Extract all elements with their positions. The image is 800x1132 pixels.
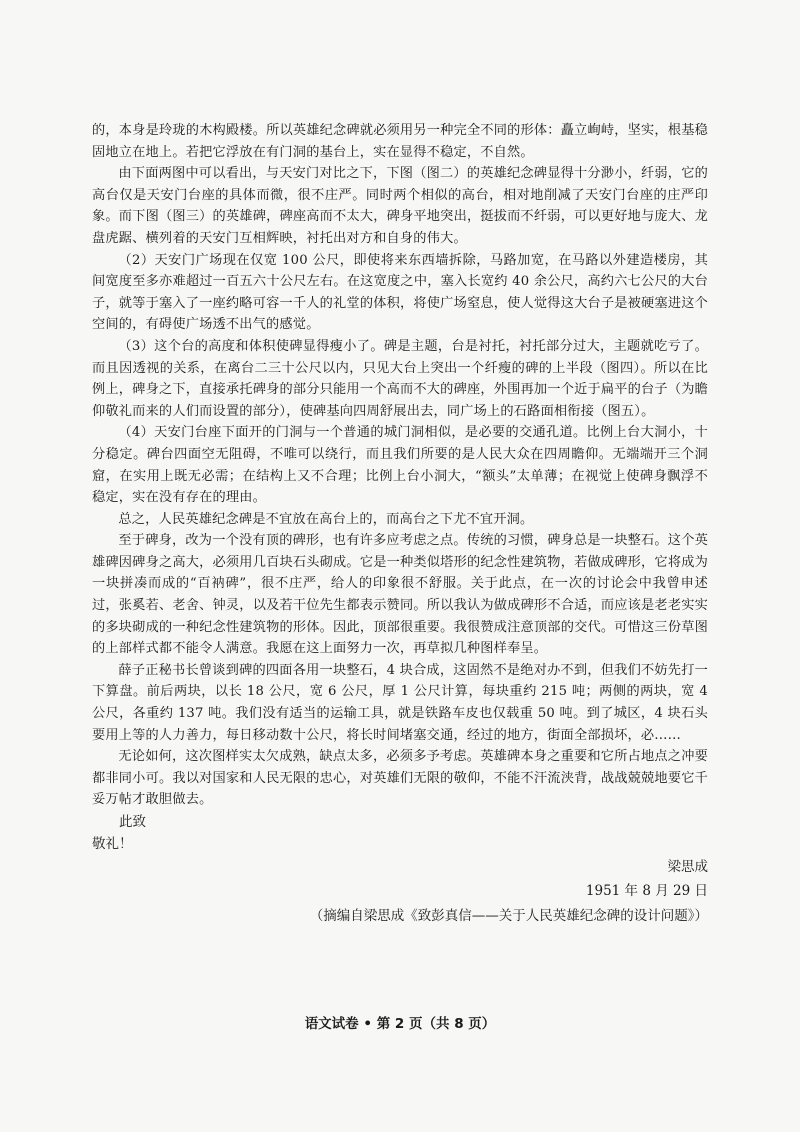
paragraph-point-4: （4）天安门台座下面开的门洞与一个普通的城门洞相似，是必要的交通孔道。比例上台大洞小，十分稳定。碑台四面空无阻碍，不唯可以绕行，而且我们所要的是人民大众在四周瞻仰。无端端开三个洞窟，在实用上既无必需；在结构上又不合理；比例上台小洞大，“额头”太单薄；在视觉上使碑身飘浮不稳定，实在没有存在的理由。 [92, 425, 708, 506]
paragraph-figure-comparison: 由下面两图中可以看出，与天安门对比之下，下图（图二）的英雄纪念碑显得十分渺小，纤弱，它的高台仅是天安门台座的具体而微，很不庄严。同时两个相似的高台，相对地削减了天安门台座的庄严印象。而下图（图三）的英雄碑，碑座高而不太大，碑身平地突出，挺拔而不纤弱，可以更好地与庞大、龙盘虎踞、横列着的天安门互相辉映，衬托出对方和自身的伟大。 [92, 166, 708, 246]
closing-regards: 敬礼！ [92, 836, 133, 852]
paragraph-conclusion: 无论如何，这次图样实太欠成熟，缺点太多，必须多予考虑。英雄碑本身之重要和它所占地点之冲要都非同小可。我以对国家和人民无限的忠心，对英雄们无限的敬仰，不能不汗流浃背，战战兢兢地要它千妥万帖才敢胆做去。 [92, 749, 708, 808]
paragraph-monument-body: 至于碑身，改为一个没有顶的碑形，也有许多应考虑之点。传统的习惯，碑身总是一块整石。这个英雄碑因碑身之高大，必须用几百块石头砌成。它是一种类似塔形的纪念性建筑物，若做成碑形，它将成为一块拼凑而成的“百衲碑”，很不庄严，给人的印象很不舒服。关于此点，在一次的讨论会中我曾申述过，张奚若、老舍、钟灵，以及若干位先生都表示赞同。所以我认为做成碑形不合适，而应该是老老实实的多块砌成的一种纪念性建筑物的形体。因此，顶部很重要。我很赞成注意顶部的交代。可惜这三份草图的上部样式都不能令人满意。我愿在这上面努力一次，再草拟几种图样奉呈。 [92, 533, 708, 657]
page-footer: 语文试卷 • 第 2 页（共 8 页） [304, 1016, 496, 1032]
author-signature: 梁思成 [667, 859, 708, 875]
paragraph-point-2: （2）天安门广场现在仅宽 100 公尺，即使将来东西墙拆除，马路加宽，在马路以外建造楼房，其间宽度至多亦难超过一百五六十公尺左右。在这宽度之中，塞入长宽约 40 余公尺，高约六七公尺的大台子，就等于塞入了一座约略可容一千人的礼堂的体积，将使广场窒息，使人觉得这大台子是被硬塞进这个空间的，有碍使广场透不出气的感觉。 [92, 252, 708, 333]
paragraph-stone-calculation: 薛子正秘书长曾谈到碑的四面各用一块整石，4 块合成，这固然不是绝对办不到，但我们不妨先打一下算盘。前后两块，以长 18 公尺，宽 6 公尺，厚 1 公尺计算，每块重约 215 吨；两侧的两块，宽 4 公尺，各重约 137 吨。我们没有适当的运输工具，就是铁路车皮也仅载重 50 吨。到了城区，4 块石头要用上等的人力善力，每日移动数十公尺，将长时间堵塞交通，经过的地方，街面全部损坏，必…… [92, 662, 708, 743]
source-citation: （摘编自梁思成《致彭真信——关于人民英雄纪念碑的设计问题》） [309, 908, 708, 924]
paragraph-summary: 总之，人民英雄纪念碑是不宜放在高台上的，而高台之下尤不宜开洞。 [118, 511, 534, 527]
letter-date: 1951 年 8 月 29 日 [585, 883, 708, 899]
letter-body [92, 120, 708, 929]
paragraph-point-3: （3）这个台的高度和体积使碑显得瘦小了。碑是主题，台是衬托，衬托部分过大，主题就吃亏了。而且因透视的关系，在离台二三十公尺以内，只见大台上突出一个纤瘦的碑的上半段（图四）。所以在比例上，碑身之下，直接承托碑身的部分只能用一个高而不大的碑座，外围再加一个近于扁平的台子（为瞻仰敬礼而来的人们而设置的部分），使碑基向四周舒展出去，同广场上的石路面相衔接（图五）。 [92, 338, 708, 419]
paragraph-continuation: 的，本身是玲珑的木构殿楼。所以英雄纪念碑就必须用另一种完全不同的形体：矗立峋峙，坚实，根基稳固地立在地上。若把它浮放在有门洞的基台上，实在显得不稳定，不自然。 [92, 123, 708, 160]
closing-salutation: 此致 [119, 814, 146, 830]
